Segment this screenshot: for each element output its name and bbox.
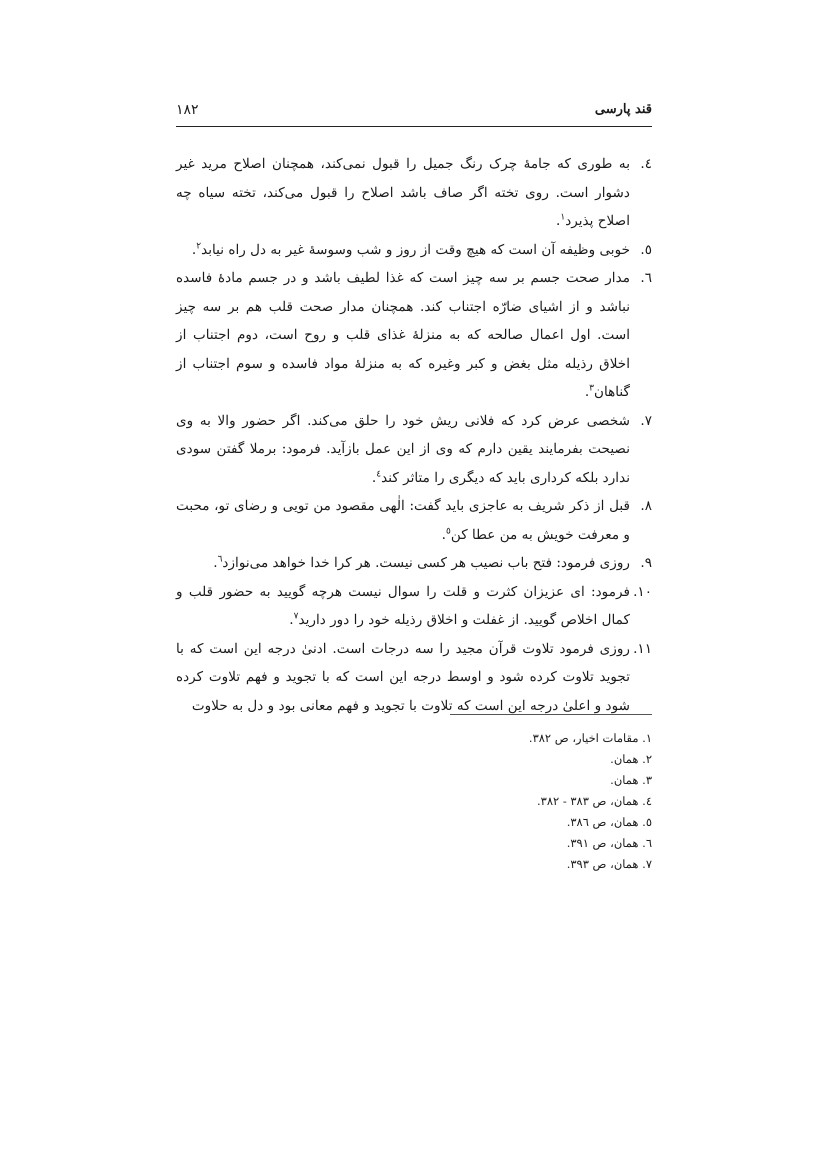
main-text <box>176 150 652 720</box>
item-text: روزی فرمود تلاوت قرآن مجید را سه درجات است. ادنیٰ درجه این است که با تجوید تلاوت کرده شود و اوسط درجه این است که با تجوید و فهم تلاوت کرده شود و اعلیٰ درجه این است که تلاوت با تجوید و فهم معانی بود و دل به حلاوت <box>176 640 630 714</box>
footnote-divider <box>450 714 652 715</box>
list-item: ٧. شخصی عرض کرد که فلانی ریش خود را حلق می‌کند. اگر حضور والا به وی نصیحت بفرمایند یقین دارم که وی از این عمل بازآید. فرمود: برملا گفتن سودی ندارد بلکه کرداری باید که دیگری را متاثر کند$^٤$. <box>176 407 652 493</box>
item-number: ٧. <box>640 412 652 429</box>
item-text: شخصی عرض کرد که فلانی ریش خود را حلق می‌کند. اگر حضور والا به وی نصیحت بفرمایند یقین دارم که وی از این عمل بازآید. فرمود: برملا گفتن سودی ندارد بلکه کرداری باید که دیگری را متاثر کند <box>176 412 630 486</box>
footnote-marker[interactable]: ٥ <box>446 525 451 536</box>
item-number: ٤. <box>640 156 652 172</box>
footnote-marker[interactable]: ٤ <box>376 468 382 479</box>
footnote-marker[interactable]: ١ <box>560 212 566 223</box>
item-number: ٦. <box>640 270 652 286</box>
item-text: قبل از ذکر شریف به عاجزی باید گفت: الٰهی مقصود من تویی و رضای تو، محبت و معرفت خویش به من عطا کن <box>176 498 630 543</box>
footnote: ٧. همان، ص ٣٩٣. <box>566 857 652 871</box>
footnote-marker[interactable]: ٣ <box>589 383 594 394</box>
item-number: ٩. <box>640 555 652 571</box>
page-number: ۱۸۲ <box>176 102 199 118</box>
footnote-marker[interactable]: ٢ <box>196 240 202 251</box>
footnote: ٤. همان، ص ٣٨٣ - ٣٨٢. <box>536 794 652 808</box>
footnote-marker[interactable]: ٦ <box>217 554 223 565</box>
item-text: روزی فرمود: فتح باب نصیب هر کسی نیست. هر کرا خدا خواهد می‌نوازد <box>222 555 630 571</box>
item-text: به طوری که جامهٔ چرک رنگ جمیل را قبول نمی‌کند، همچنان اصلاح مرید غیر دشوار است. روی تخته اگر صاف باشد اصلاح را قبول می‌کند، تخته سیاه چه اصلاح پذیرد <box>176 156 630 229</box>
item-number: ٨. <box>640 498 652 514</box>
footnote: ١. مقامات اخیار، ص ٣٨٢. <box>528 731 652 745</box>
footnote: ٥. همان، ص ٣٨٦. <box>566 815 652 829</box>
footnote: ٣. همان. <box>610 773 652 787</box>
list-item <box>176 635 652 721</box>
footnote: ٦. همان، ص ٣٩١. <box>566 836 652 850</box>
footnotes <box>176 728 652 875</box>
item-text: خوبی وظیفه آن است که هیچ وقت از روز و شب وسوسهٔ غیر به دل راه نیابد <box>201 241 630 258</box>
item-number: ١١. <box>633 640 652 657</box>
item-number: ٥. <box>640 241 652 258</box>
item-text: فرمود: ای عزیزان کثرت و قلت را سوال نیست هرچه گویید به حضور قلب و کمال اخلاص گویید. از غفلت و اخلاق رذیله خود را دور دارید <box>176 583 630 628</box>
footnote: ٢. همان. <box>610 752 652 766</box>
running-title: قند پارسی <box>594 102 652 117</box>
item-text: مدار صحت جسم بر سه چیز است که غذا لطیف باشد و در جسم مادهٔ فاسده نباشد و از اشیای ضارّه اجتناب کند. همچنان مدار صحت قلب هم بر سه چیز است. اول اعمال صالحه که به منزلهٔ غذای قلب و روح است، دوم اجتناب از اخلاق رذیله مثل بغض و کبر وغیره که به منزلهٔ مواد فاسده و سوم اجتناب از گناهان <box>176 270 630 400</box>
list-item: ٤. به طوری که جامهٔ چرک رنگ جمیل را قبول نمی‌کند، همچنان اصلاح مرید غیر دشوار است. روی تخته اگر صاف باشد اصلاح را قبول می‌کند، تخته سیاه چه اصلاح پذیرد$^١$. <box>176 150 652 236</box>
list-item: ٥. خوبی وظیفه آن است که هیچ وقت از روز و شب وسوسهٔ غیر به دل راه نیابد$^٢$. <box>176 236 652 265</box>
item-number: ١٠. <box>633 583 652 600</box>
page-header <box>176 98 652 127</box>
footnote-marker[interactable]: ٧ <box>293 611 299 622</box>
list-item: ٩. روزی فرمود: فتح باب نصیب هر کسی نیست. هر کرا خدا خواهد می‌نوازد$^٦$. <box>176 549 652 578</box>
list-item: ٨. قبل از ذکر شریف به عاجزی باید گفت: الٰهی مقصود من تویی و رضای تو، محبت و معرفت خویش به من عطا کن$^٥$. <box>176 492 652 549</box>
list-item: ٦. مدار صحت جسم بر سه چیز است که غذا لطیف باشد و در جسم مادهٔ فاسده نباشد و از اشیای ضارّه اجتناب کند. همچنان مدار صحت قلب هم بر سه چیز است. اول اعمال صالحه که به منزلهٔ غذای قلب و روح است، دوم اجتناب از اخلاق رذیله مثل بغض و کبر وغیره که به منزلهٔ مواد فاسده و سوم اجتناب از گناهان$^٣$. <box>176 264 652 407</box>
list-item: ١٠. فرمود: ای عزیزان کثرت و قلت را سوال نیست هرچه گویید به حضور قلب و کمال اخلاص گویید. از غفلت و اخلاق رذیله خود را دور دارید$^٧$. <box>176 578 652 635</box>
